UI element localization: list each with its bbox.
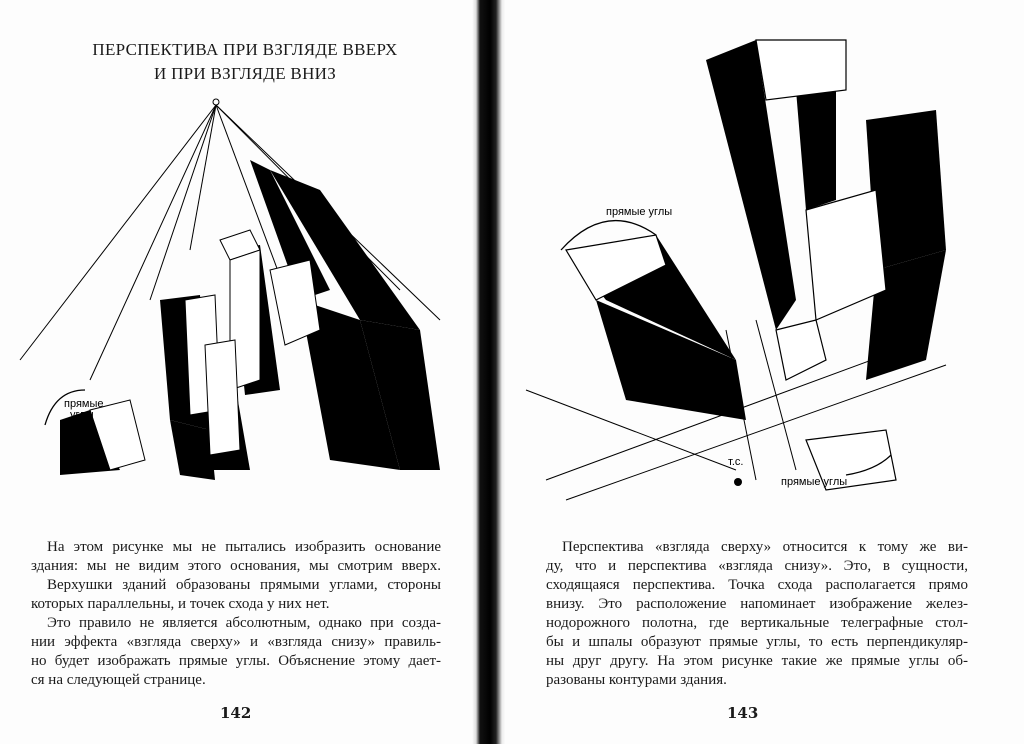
text-line: нодорожного полотна, где вертикальные телеграфные стол- — [546, 615, 968, 631]
title-line-2: И ПРИ ВЗГЛЯДЕ ВНИЗ — [153, 64, 337, 83]
right-angle-label-bottom: прямые углы — [781, 476, 848, 488]
text-line: но будет изображать прямые углы. Объяснение этому дает- — [31, 653, 441, 669]
text-line: На этом рисунке мы не пытались изобразить основание — [47, 539, 441, 555]
page-number: 143 — [727, 704, 759, 722]
left-page — [0, 0, 472, 744]
text-line: которых параллельны, и точек схода у них нет. — [31, 596, 330, 612]
text-line: Верхушки зданий образованы прямыми углами, стороны — [47, 577, 441, 593]
text-line: разованы контурами здания. — [546, 672, 727, 688]
text-line: нии эффекта «взгляда сверху» и «взгляда снизу» правиль- — [31, 634, 441, 650]
text-line: ду, что и перспектива «взгляда снизу». Это, в сущности, — [546, 558, 968, 574]
text-line: ся на следующей странице. — [31, 672, 206, 688]
page-number: 142 — [220, 704, 252, 722]
right-angle-label-line-2: углы — [70, 409, 94, 421]
looking-up-illustration — [0, 0, 472, 500]
text-line: ны друг другу. На этом рисунке такие же прямые углы об- — [546, 653, 968, 669]
book-spine — [472, 0, 506, 744]
text-line: Это правило не является абсолютным, однако при созда- — [47, 615, 441, 631]
text-line: бы и шпалы образуют прямые углы, то есть перпендикуляр- — [546, 634, 968, 650]
right-page — [506, 0, 1024, 744]
right-angle-label-line-1: прямые — [64, 398, 104, 410]
title-line-1: ПЕРСПЕКТИВА ПРИ ВЗГЛЯДЕ ВВЕРХ — [92, 40, 398, 59]
vanishing-point-label: т.с. — [728, 456, 744, 468]
text-line: внизу. Это расположение напоминает изображение желез- — [546, 596, 968, 612]
text-line: здания: мы не видим этого основания, мы смотрим вверх. — [31, 558, 441, 574]
text-line: сходящаяся перспектива. Точка схода располагается прямо — [546, 577, 968, 593]
text-line: Перспектива «взгляда сверху» относится к тому же ви- — [562, 539, 968, 555]
right-angle-label-top: прямые углы — [606, 206, 673, 218]
looking-down-illustration — [506, 0, 1024, 520]
